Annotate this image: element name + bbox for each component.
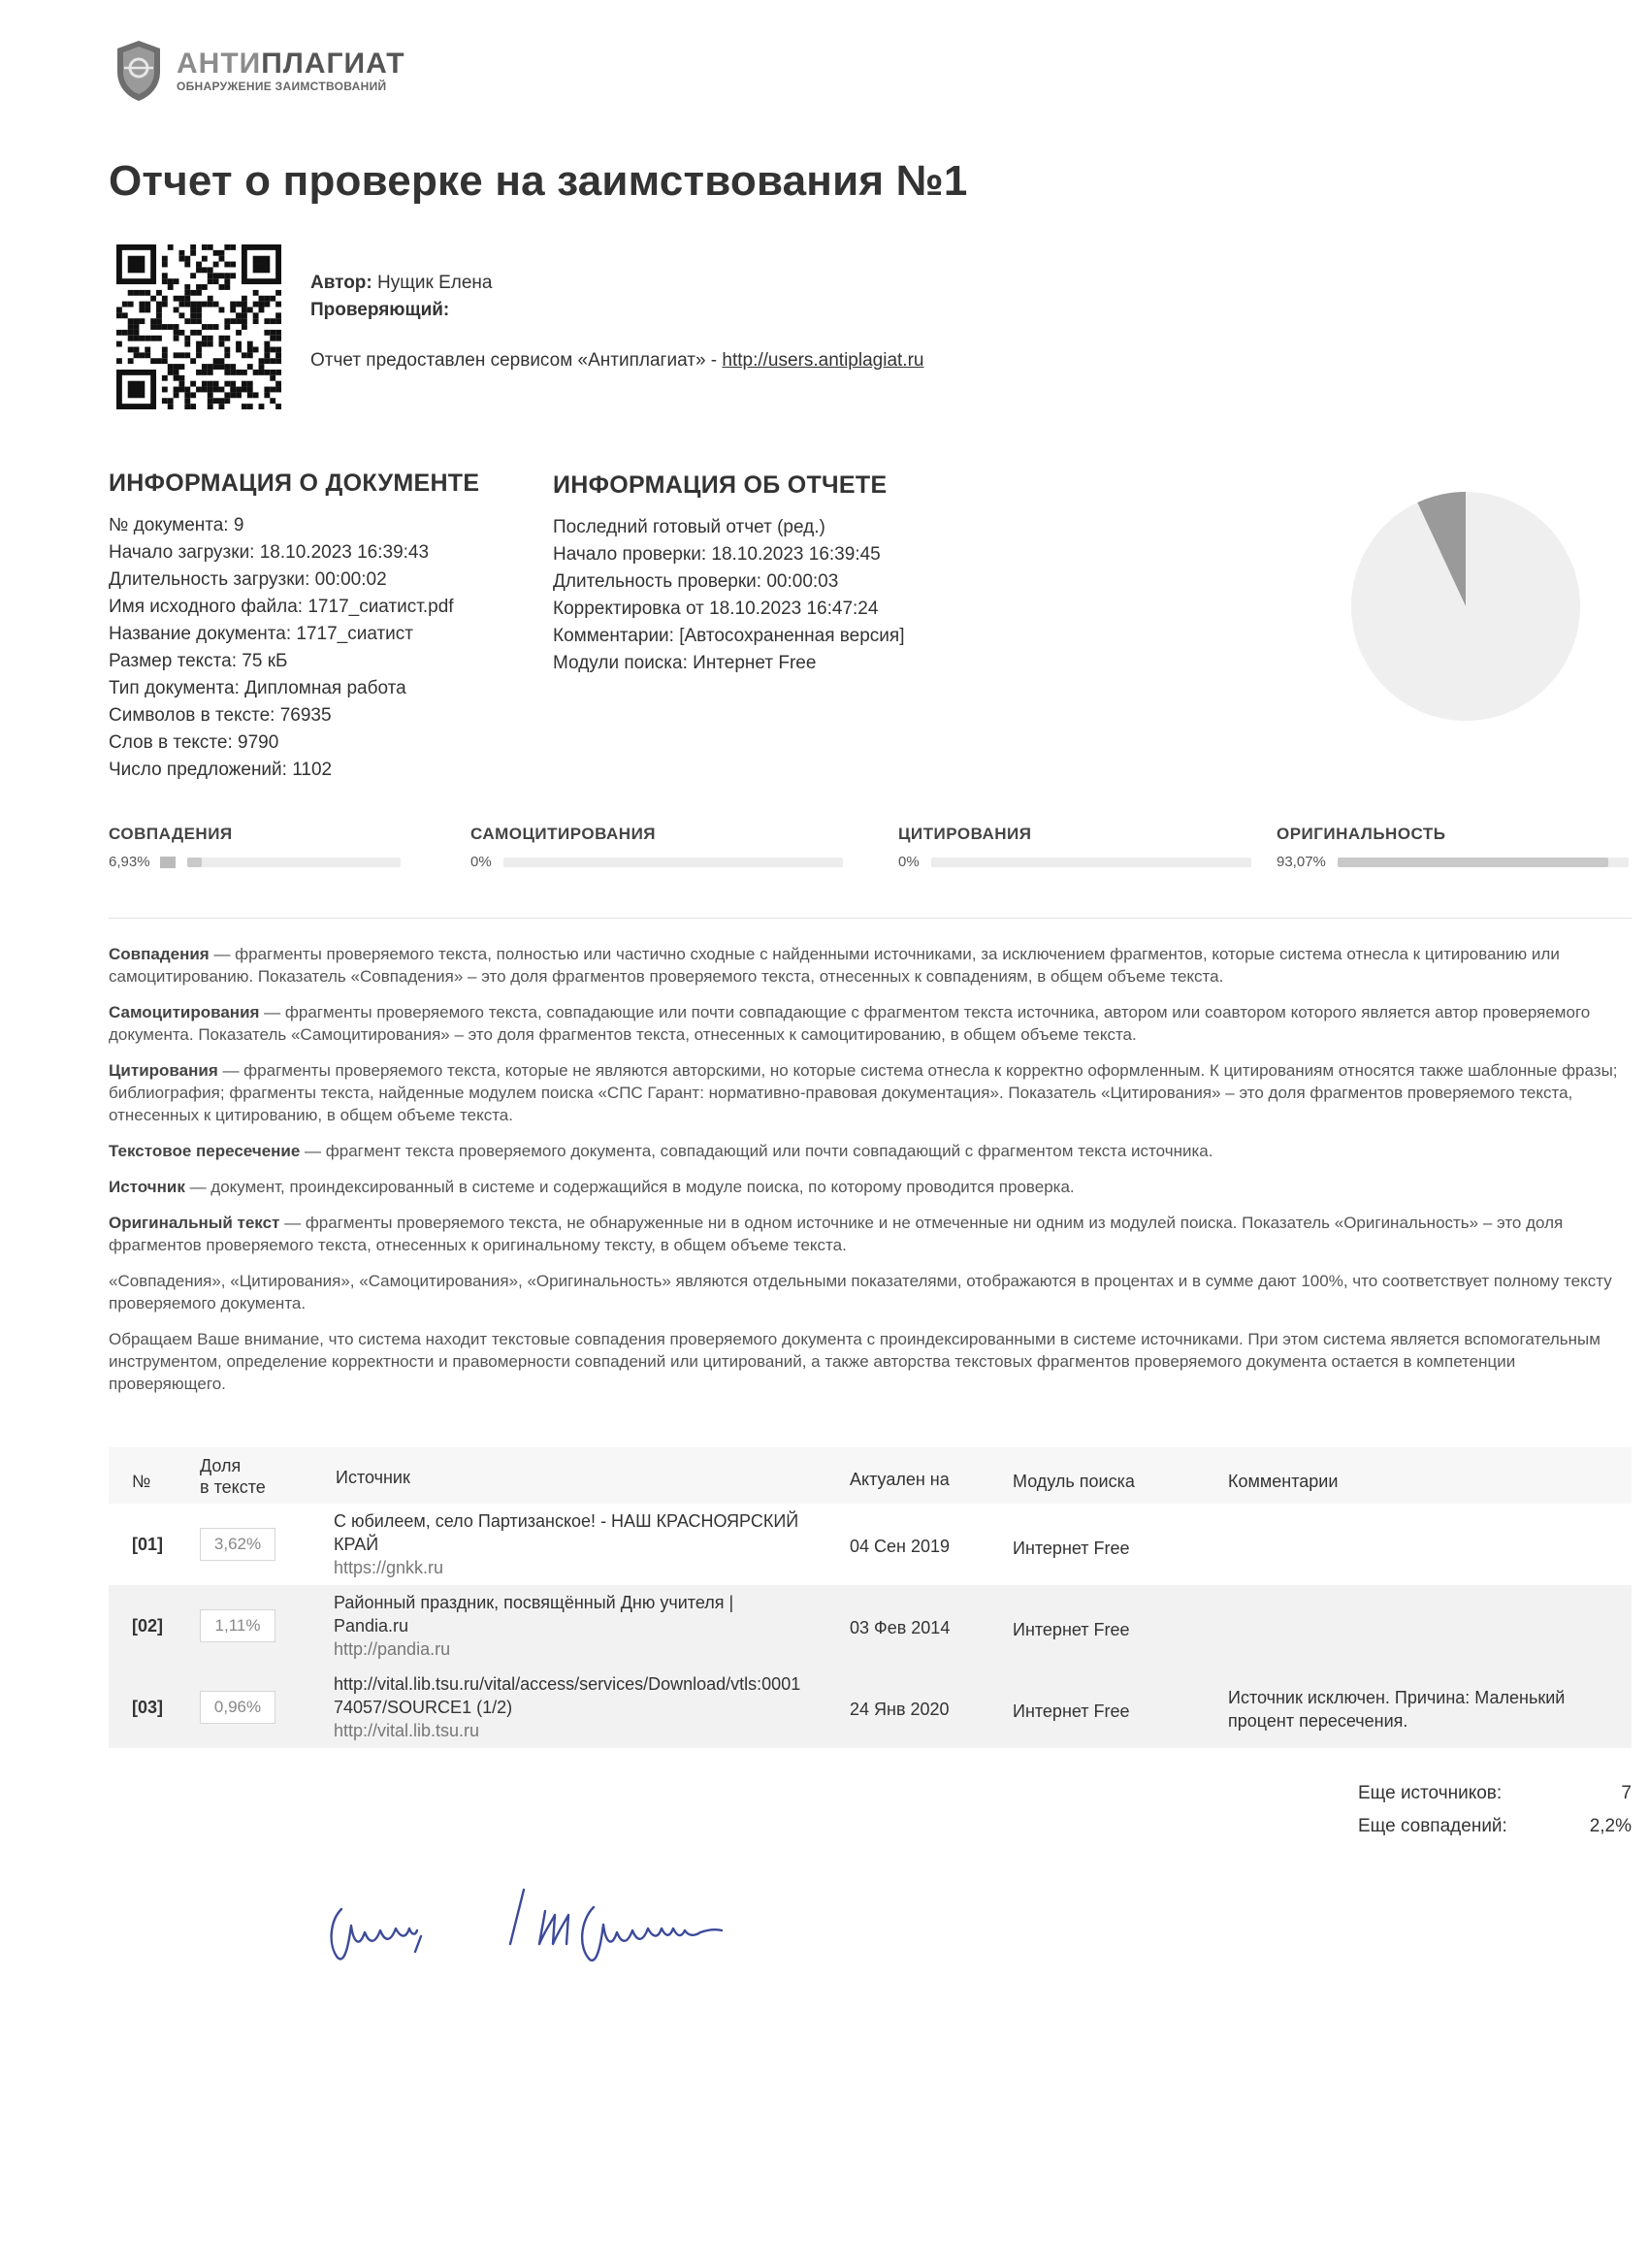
table-row[interactable] [109,1585,1632,1667]
antiplagiat-logo [114,39,405,103]
col-module: Модуль поиска [1013,1472,1135,1491]
shield-logo-icon [114,39,163,103]
doc-info-line: Начало загрузки: 18.10.2023 16:39:43 [109,542,430,563]
definition-paragraph [109,1140,1632,1162]
report-info-line: Длительность проверки: 00:00:03 [553,571,839,592]
col-date: Актуален на [850,1470,950,1489]
report-info-line: Последний готовый отчет (ред.) [553,517,825,537]
report-meta [310,270,923,374]
service-line [310,347,923,374]
row-comment-1: Источник исключен. Причина: Маленький [1228,1688,1566,1707]
definition-text: «Совпадения», «Цитирования», «Самоцитирования», «Оригинальность» являются отдельными показателями, отображаются в процентах и в сумме дают 100%, что соответствует полному тексту проверяемого документа. [109,1272,1612,1312]
stat-citations [898,825,1251,870]
stat-value: 0% [470,854,492,870]
stat-bar [187,858,401,867]
definition-term: Цитирования [109,1061,218,1080]
definition-text: — фрагменты проверяемого текста, полностью или частично сходные с найденными источниками, за исключением фрагментов, которые система отнесла к цитированию или самоцитированию. Показатель «Совпадения» – это доля фрагментов проверяемого текста, отнесенных к совпадениям, в общем объеме текста. [109,945,1560,986]
report-info-line: Начало проверки: 18.10.2023 16:39:45 [553,544,881,565]
divider [109,918,1632,919]
stat-label: ЦИТИРОВАНИЯ [898,825,1032,843]
row-module: Интернет Free [1013,1539,1130,1558]
definition-term: Совпадения [109,945,210,963]
row-source-url[interactable]: http://vital.lib.tsu.ru [334,1721,480,1740]
report-info-line: Корректировка от 18.10.2023 16:47:24 [553,599,879,619]
doc-info-line: Имя исходного файла: 1717_сиатист.pdf [109,597,454,617]
definition-term: Оригинальный текст [109,1214,280,1232]
row-source[interactable] [334,1591,828,1661]
table-row[interactable] [109,1504,1632,1585]
col-share-line2: в тексте [200,1477,266,1497]
table-body [109,1504,1632,1748]
col-comments: Комментарии [1228,1472,1339,1491]
qr-code-icon [116,244,281,409]
doc-info-line: Слов в тексте: 9790 [109,732,279,753]
definition-term: Самоцитирования [109,1003,260,1021]
row-source-url[interactable]: http://pandia.ru [334,1639,451,1659]
col-source: Источник [336,1468,410,1487]
definition-text: Обращаем Ваше внимание, что система находит текстовые совпадения проверяемого документа с проиндексированными в системе источниками. При этом система является вспомогательным инструментом, определение корректности и правомерности совпадений или цитирований, а также авторства текстовых фрагментов проверяемого документа остается в компетенции проверяющего. [109,1330,1600,1393]
row-source-title-1: С юбилеем, село Партизанское! - НАШ КРАСНОЯРСКИЙ [334,1511,799,1531]
row-comment-2: процент пересечения. [1228,1711,1408,1731]
row-source-title-1: http://vital.lib.tsu.ru/vital/access/services/Download/vtls:0001 [334,1674,801,1694]
row-source-title-1: Районный праздник, посвящённый Дню учителя | [334,1593,734,1612]
definition-term: Текстовое пересечение [109,1142,301,1160]
col-share-line1: Доля [200,1456,242,1475]
logo-subtitle: ОБНАРУЖЕНИЕ ЗАИМСТВОВАНИЙ [177,80,387,93]
row-date: 03 Фев 2014 [850,1618,951,1637]
stat-bar [503,858,843,867]
report-info-line: Модули поиска: Интернет Free [553,653,817,673]
row-num: [03] [132,1698,164,1717]
stat-bar [931,858,1251,867]
logo-name-light: АНТИ [177,48,262,80]
stat-label: САМОЦИТИРОВАНИЯ [470,825,657,843]
handwritten-signature [320,1872,863,1979]
doc-info-line: № документа: 9 [109,515,244,535]
doc-info-line: Число предложений: 1102 [109,760,333,780]
stat-value: 93,07% [1277,854,1326,870]
author-value: Нущик Елена [377,273,493,293]
row-module: Интернет Free [1013,1620,1130,1639]
row-source-title-2: КРАЙ [334,1535,379,1554]
more-matches-label: Еще совпадений: [1358,1816,1507,1836]
service-text: Отчет предоставлен сервисом «Антиплагиат» - [310,350,723,371]
row-num: [02] [132,1616,164,1636]
row-date: 24 Янв 2020 [850,1700,950,1719]
reviewer-line [310,297,923,324]
stat-originality [1277,825,1629,870]
stat-bar-fill [187,858,202,867]
row-share: 1,11% [200,1609,275,1642]
stat-bar [1338,858,1629,867]
row-share: 3,62% [200,1528,275,1561]
more-matches [1358,1810,1632,1843]
row-date: 04 Сен 2019 [850,1537,951,1556]
report-info-line: Комментарии: [Автосохраненная версия] [553,626,905,646]
row-num: [01] [132,1535,164,1554]
row-source-url[interactable]: https://gnkk.ru [334,1558,444,1577]
more-matches-value: 2,2% [1589,1816,1632,1836]
table-header [109,1447,1632,1504]
row-comment [1228,1686,1626,1733]
report-info-list [553,514,904,677]
doc-info-line: Размер текста: 75 кБ [109,651,288,671]
sources-table [109,1447,1632,1748]
definition-term: Источник [109,1178,185,1196]
table-row[interactable] [109,1667,1632,1748]
definition-text: — фрагмент текста проверяемого документа, совпадающий или почти совпадающий с фрагментом текста источника. [300,1142,1213,1160]
stat-self-citations [470,825,843,870]
more-summary [1358,1777,1632,1843]
doc-info-line: Длительность загрузки: 00:00:02 [109,569,387,590]
stat-value: 6,93% [109,854,150,870]
definition-text: — фрагменты проверяемого текста, совпадающие или почти совпадающие с фрагментом текста источника, автором или соавтором которого является автор проверяемого документа. Показатель «Самоцитирования» – это доля фрагментов текста, отнесенных к самоцитированию, в общем объеме текста. [109,1003,1591,1044]
stats-row [109,825,1632,879]
definition-text: — документ, проиндексированный в системе и содержащийся в модуле поиска, по которому проводится проверка. [184,1178,1075,1196]
definition-paragraph [109,1212,1632,1256]
definition-paragraph [109,1328,1632,1395]
stat-label: ОРИГИНАЛЬНОСТЬ [1277,825,1446,843]
definition-paragraph [109,1059,1632,1126]
doc-info-line: Название документа: 1717_сиатист [109,624,414,644]
report-title: Отчет о проверке на заимствования №1 [109,157,968,205]
details-icon[interactable] [160,857,176,868]
stat-bar-fill [1338,858,1608,867]
stat-label: СОВПАДЕНИЯ [109,825,233,843]
definition-text: — фрагменты проверяемого текста, которые не являются авторскими, но которые система отнесла к корректно оформленным. К цитированиям относятся также шаблонные фразы; библиография; фрагменты текста, найденные модулем поиска «СПС Гарант: нормативно-правовая документация». Показатель «Цитирования» – это доля фрагментов проверяемого текста, отнесенных к цитированию, в общем объеме текста. [109,1061,1618,1124]
reviewer-label: Проверяющий: [310,300,450,320]
definition-paragraph [109,943,1632,988]
originality-pie-chart [1344,485,1587,728]
row-source[interactable] [334,1509,828,1579]
definition-paragraph [109,1270,1632,1314]
definition-text: — фрагменты проверяемого текста, не обнаруженные ни в одном источнике и не отмеченные ни одним из модулей поиска. Показатель «Оригинальность» – это доля фрагментов проверяемого текста, отнесенных к оригинальному тексту, в общем объеме текста. [109,1214,1564,1254]
definition-paragraph [109,1176,1632,1198]
logo-name-dark: ПЛАГИАТ [261,48,405,80]
more-sources-label: Еще источников: [1358,1783,1503,1803]
doc-info-line: Тип документа: Дипломная работа [109,678,406,698]
row-source[interactable] [334,1672,828,1742]
col-num: № [132,1472,151,1491]
pie-slice-3 [1351,492,1580,721]
definitions [109,943,1632,1409]
stat-matches [109,825,401,870]
row-source-title-2: 74057/SOURCE1 (1/2) [334,1698,513,1717]
definition-paragraph [109,1001,1632,1046]
row-module: Интернет Free [1013,1701,1130,1721]
more-sources-value: 7 [1621,1783,1632,1803]
doc-info-heading: ИНФОРМАЦИЯ О ДОКУМЕНТЕ [109,470,480,497]
row-share: 0,96% [200,1691,275,1724]
doc-info-list [109,512,454,784]
stat-value: 0% [898,854,920,870]
report-info-heading: ИНФОРМАЦИЯ ОБ ОТЧЕТЕ [553,471,888,499]
row-source-title-2: Pandia.ru [334,1616,409,1636]
col-share [200,1455,266,1498]
service-link[interactable]: http://users.antiplagiat.ru [722,350,924,371]
author-label: Автор: [310,273,372,293]
doc-info-line: Символов в тексте: 76935 [109,705,332,726]
more-sources [1358,1777,1632,1810]
author-line [310,270,923,297]
